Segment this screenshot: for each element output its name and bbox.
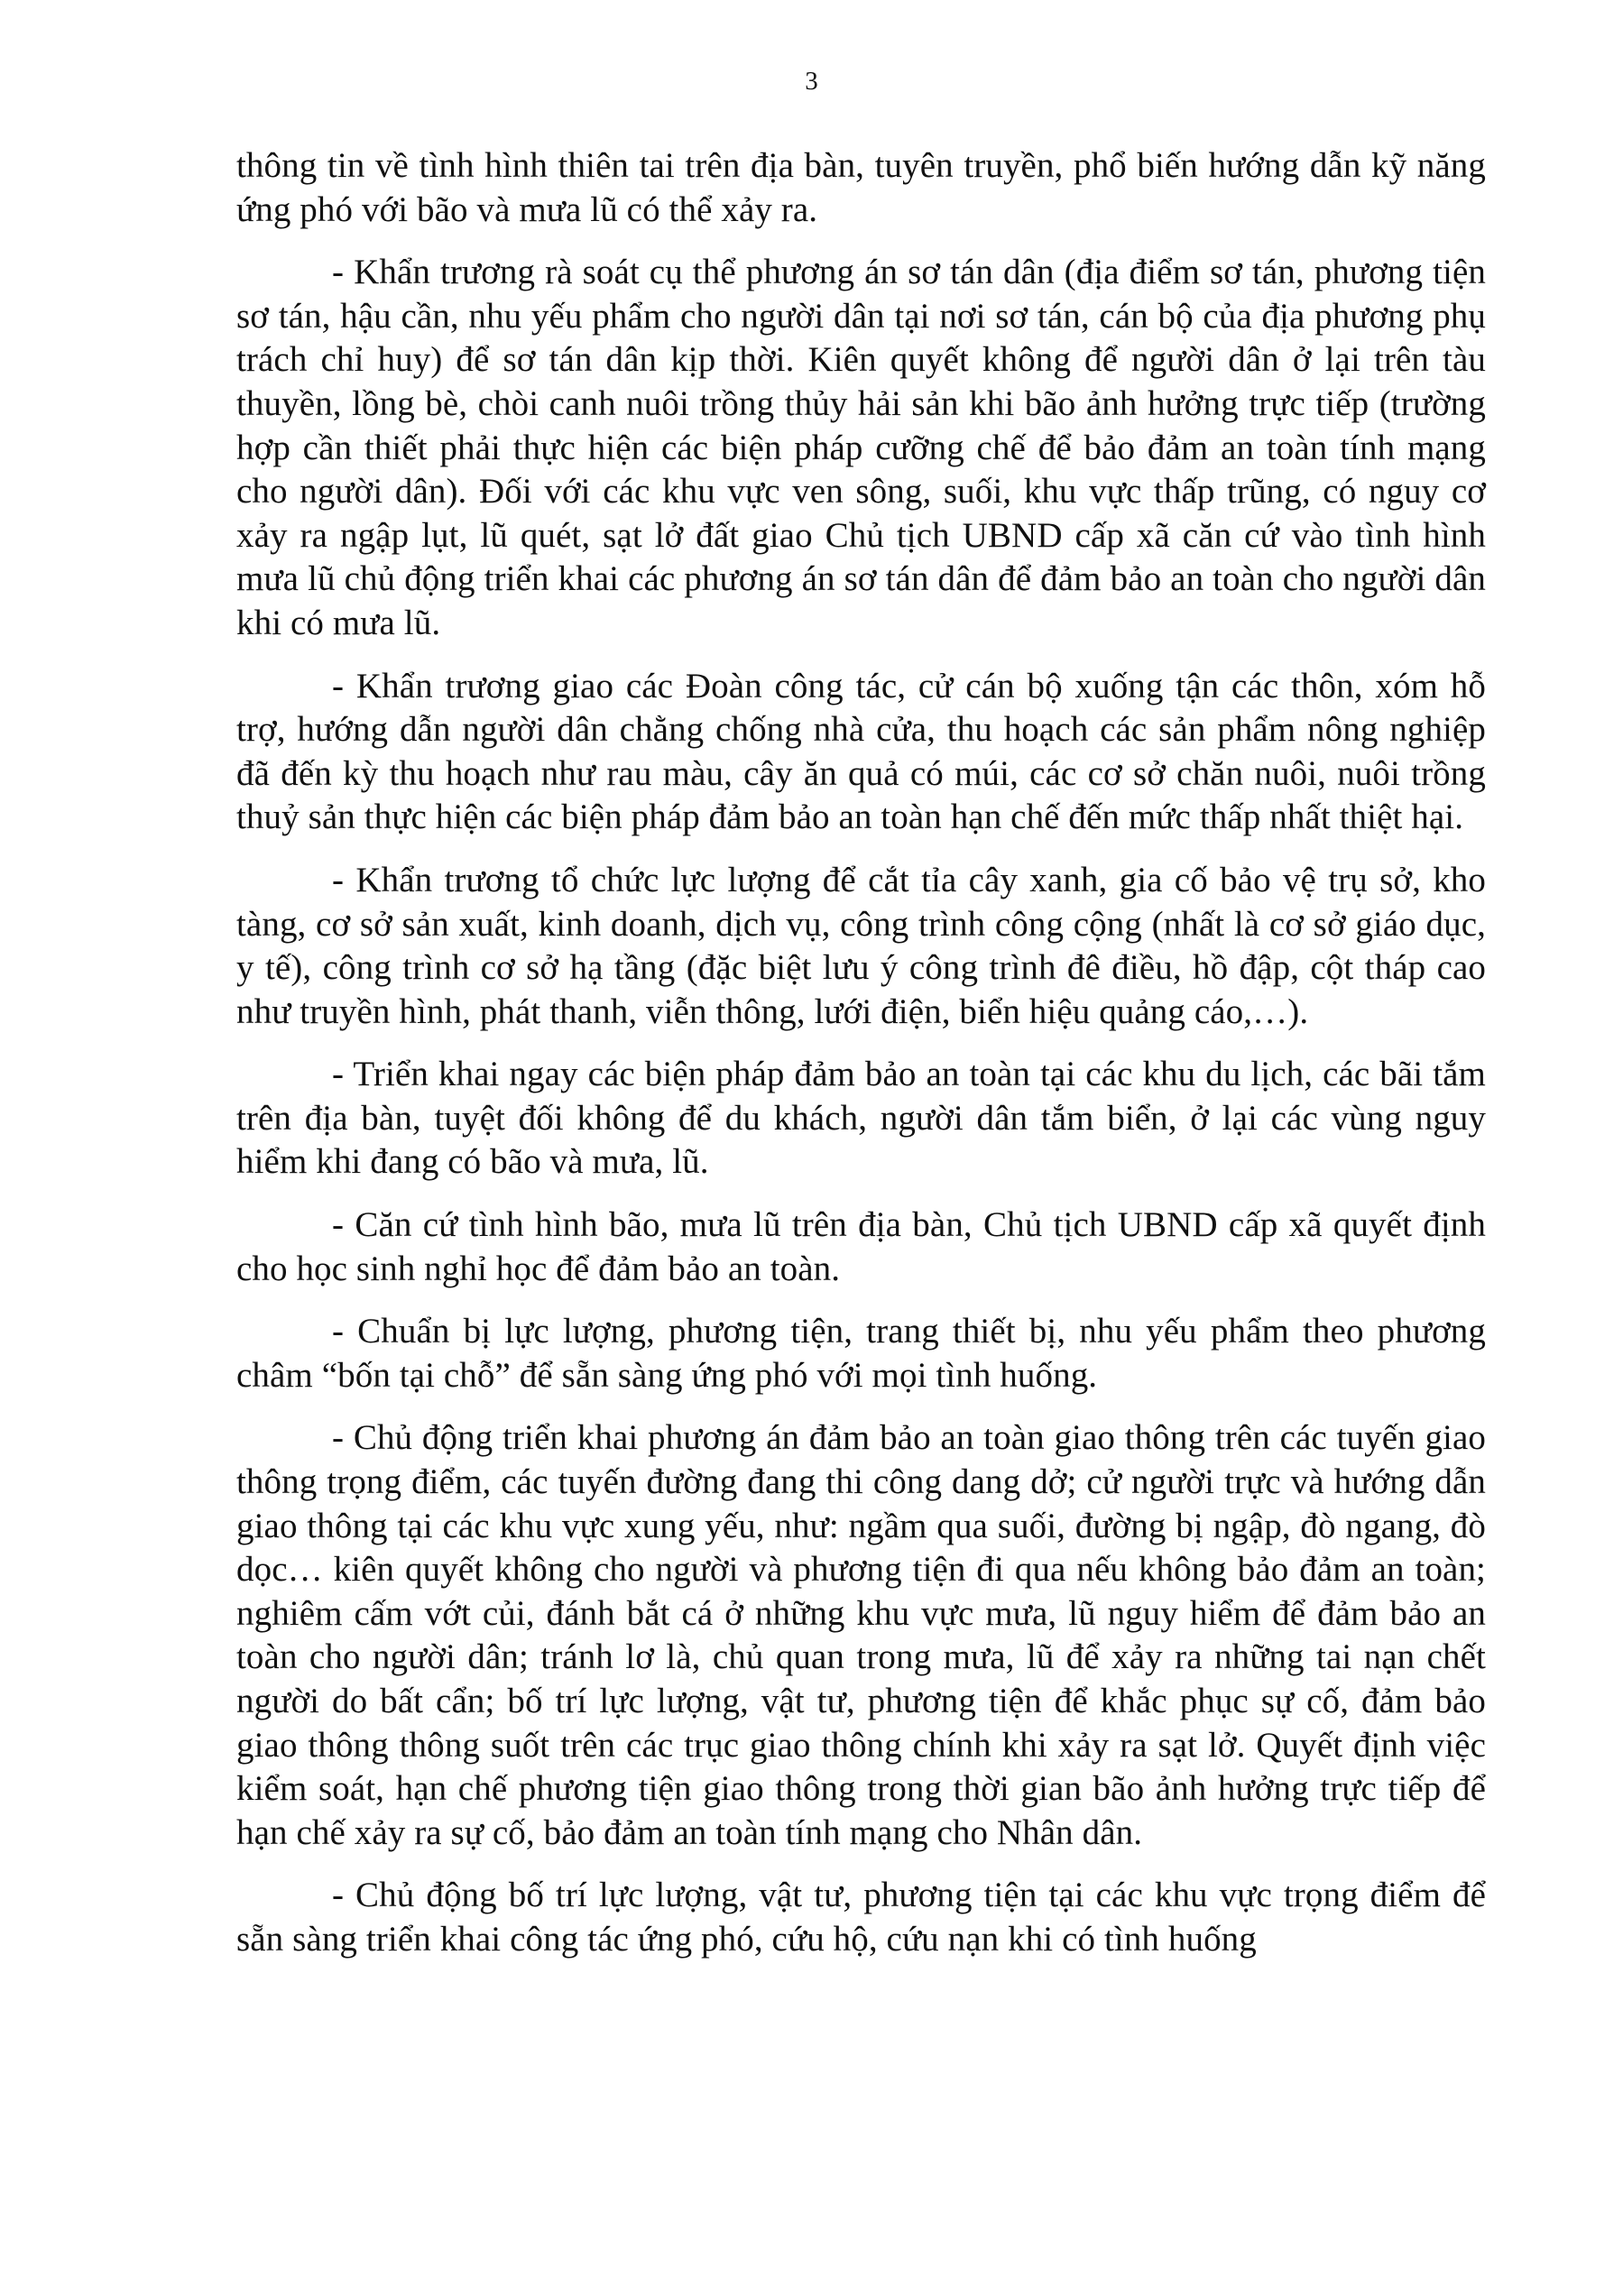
page-number: 3	[805, 67, 818, 96]
paragraph-school-closure: - Căn cứ tình hình bão, mưa lũ trên địa bàn, Chủ tịch UBND cấp xã quyết định cho học sinh nghỉ học để đảm bảo an toàn.	[236, 1205, 1486, 1288]
paragraph-tourism-safety: - Triển khai ngay các biện pháp đảm bảo an toàn tại các khu du lịch, các bãi tắm trên địa bàn, tuyệt đối không để du khách, người dân tắm biển, ở lại các vùng nguy hiểm khi đang có bão và mưa, lũ.	[236, 1055, 1486, 1182]
document-body	[236, 144, 1486, 1981]
paragraph-continued-info: thông tin về tình hình thiên tai trên địa bàn, tuyên truyền, phổ biến hướng dẫn kỹ năng ứng phó với bão và mưa lũ có thể xảy ra.	[236, 146, 1486, 229]
paragraph-rescue-forces: - Chủ động bố trí lực lượng, vật tư, phương tiện tại các khu vực trọng điểm để sẵn sàng triển khai công tác ứng phó, cứu hộ, cứu nạn khi có tình huống	[236, 1876, 1486, 1959]
paragraph-tree-trimming: - Khẩn trương tổ chức lực lượng để cắt tỉa cây xanh, gia cố bảo vệ trụ sở, kho tàng, cơ sở sản xuất, kinh doanh, dịch vụ, công trình công cộng (nhất là cơ sở giáo dục, y tế), công trình cơ sở hạ tầng (đặc biệt lưu ý công trình đê điều, hồ đập, cột tháp cao như truyền hình, phát thanh, viễn thông, lưới điện, biển hiệu quảng cáo,…).	[236, 860, 1486, 1031]
paragraph-traffic-safety: - Chủ động triển khai phương án đảm bảo an toàn giao thông trên các tuyến giao thông trọng điểm, các tuyến đường đang thi công dang dở; cử người trực và hướng dẫn giao thông tại các khu vực xung yếu, như: ngầm qua suối, đường bị ngập, đò ngang, đò dọc… kiên quyết không cho người và phương tiện đi qua nếu không bảo đảm an toàn; nghiêm cấm vớt củi, đánh bắt cá ở những khu vực mưa, lũ nguy hiểm để đảm bảo an toàn cho người dân; tránh lơ là, chủ quan trong mưa, lũ để xảy ra những tai nạn chết người do bất cẩn; bố trí lực lượng, vật tư, phương tiện để khắc phục sự cố, đảm bảo giao thông thông suốt trên các trục giao thông chính khi xảy ra sạt lở. Quyết định việc kiểm soát, hạn chế phương tiện giao thông trong thời gian bão ảnh hưởng trực tiếp để hạn chế xảy ra sự cố, bảo đảm an toàn tính mạng cho Nhân dân.	[236, 1418, 1486, 1852]
paragraph-four-on-site: - Chuẩn bị lực lượng, phương tiện, trang thiết bị, nhu yếu phẩm theo phương châm “bốn tại chỗ” để sẵn sàng ứng phó với mọi tình huống.	[236, 1312, 1486, 1395]
paragraph-work-teams: - Khẩn trương giao các Đoàn công tác, cử cán bộ xuống tận các thôn, xóm hỗ trợ, hướng dẫn người dân chằng chống nhà cửa, thu hoạch các sản phẩm nông nghiệp đã đến kỳ thu hoạch như rau màu, cây ăn quả có múi, các cơ sở chăn nuôi, nuôi trồng thuỷ sản thực hiện các biện pháp đảm bảo an toàn hạn chế đến mức thấp nhất thiệt hại.	[236, 666, 1486, 837]
paragraph-evacuation-plan: - Khẩn trương rà soát cụ thể phương án sơ tán dân (địa điểm sơ tán, phương tiện sơ tán, hậu cần, nhu yếu phẩm cho người dân tại nơi sơ tán, cán bộ của địa phương phụ trách chỉ huy) để sơ tán dân kịp thời. Kiên quyết không để người dân ở lại trên tàu thuyền, lồng bè, chòi canh nuôi trồng thủy hải sản khi bão ảnh hưởng trực tiếp (trường hợp cần thiết phải thực hiện các biện pháp cưỡng chế để bảo đảm an toàn tính mạng cho người dân). Đối với các khu vực ven sông, suối, khu vực thấp trũng, có nguy cơ xảy ra ngập lụt, lũ quét, sạt lở đất giao Chủ tịch UBND cấp xã căn cứ vào tình hình mưa lũ chủ động triển khai các phương án sơ tán dân để đảm bảo an toàn cho người dân khi có mưa lũ.	[236, 253, 1486, 642]
